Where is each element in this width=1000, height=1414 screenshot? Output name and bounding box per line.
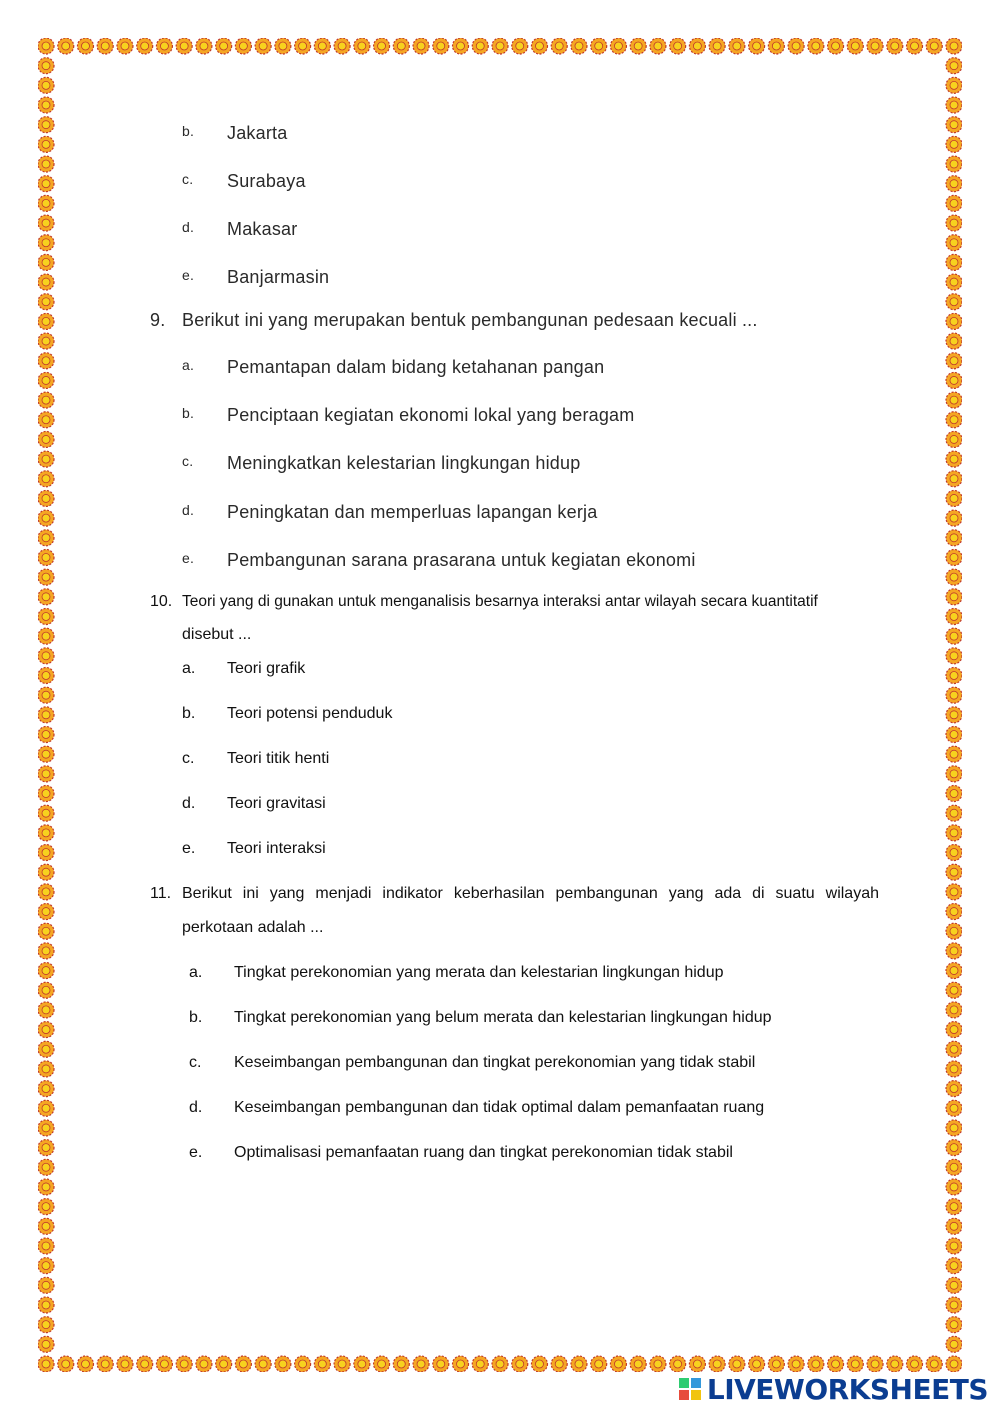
- option-letter: b.: [182, 405, 195, 421]
- option-text: Jakarta: [227, 123, 288, 143]
- option-letter: b.: [182, 123, 195, 139]
- option-letter: d.: [182, 502, 195, 518]
- option-text: Teori gravitasi: [227, 795, 326, 812]
- option-text: Banjarmasin: [227, 267, 330, 287]
- option-text: Teori potensi penduduk: [227, 705, 393, 722]
- question-number: 9.: [150, 310, 166, 330]
- question-11-text-line2: perkotaan adalah ...: [182, 919, 324, 936]
- option-letter: d.: [182, 795, 196, 812]
- question-10-number: 10.: [150, 593, 173, 610]
- option-letter: a.: [182, 357, 195, 373]
- watermark-brand-text: LIVEWORKSHEETS: [706, 1372, 988, 1406]
- option-text: Makasar: [227, 219, 298, 239]
- option-letter: e.: [182, 840, 196, 857]
- option-letter: b.: [182, 705, 196, 722]
- option-text: Keseimbangan pembangunan dan tingkat perekonomian yang tidak stabil: [234, 1054, 756, 1071]
- option-text: Penciptaan kegiatan ekonomi lokal yang beragam: [227, 405, 635, 425]
- question-text: Berikut ini yang merupakan bentuk pembangunan pedesaan kecuali ...: [182, 310, 758, 330]
- question-10-text-line2: disebut ...: [182, 626, 252, 643]
- option-letter: b.: [189, 1009, 203, 1026]
- option-letter: c.: [182, 171, 194, 187]
- option-text: Keseimbangan pembangunan dan tidak optimal dalam pemanfaatan ruang: [234, 1099, 765, 1116]
- option-letter: d.: [189, 1099, 203, 1116]
- option-text: Peningkatan dan memperluas lapangan kerja: [227, 502, 598, 522]
- option-text: Teori interaksi: [227, 840, 326, 857]
- option-text: Surabaya: [227, 171, 306, 191]
- option-text: Tingkat perekonomian yang belum merata dan kelestarian lingkungan hidup: [234, 1009, 772, 1026]
- option-letter: d.: [182, 219, 195, 235]
- option-text: Optimalisasi pemanfaatan ruang dan tingkat perekonomian tidak stabil: [234, 1144, 733, 1161]
- option-letter: e.: [182, 267, 195, 283]
- option-text: Teori grafik: [227, 660, 306, 677]
- option-text: Tingkat perekonomian yang merata dan kelestarian lingkungan hidup: [234, 964, 724, 981]
- option-text: Meningkatkan kelestarian lingkungan hidup: [227, 453, 581, 473]
- option-text: Teori titik henti: [227, 750, 330, 767]
- option-letter: c.: [182, 453, 194, 469]
- question-10-text-line1: Teori yang di gunakan untuk menganalisis besarnya interaksi antar wilayah secara kuantitatif: [182, 593, 818, 610]
- option-text: Pembangunan sarana prasarana untuk kegiatan ekonomi: [227, 550, 696, 570]
- option-letter: a.: [189, 964, 203, 981]
- liveworksheets-watermark[interactable]: [679, 1372, 988, 1406]
- option-letter: e.: [182, 550, 195, 566]
- option-letter: c.: [189, 1054, 202, 1071]
- question-11-text-line1: Berikut ini yang menjadi indikator keberhasilan pembangunan yang ada di suatu wilayah: [182, 885, 879, 902]
- option-letter: e.: [189, 1144, 203, 1161]
- option-letter: c.: [182, 750, 195, 767]
- liveworksheets-logo-icon: [679, 1378, 701, 1400]
- question-11-number: 11.: [150, 885, 172, 902]
- option-letter: a.: [182, 660, 196, 677]
- option-text: Pemantapan dalam bidang ketahanan pangan: [227, 357, 605, 377]
